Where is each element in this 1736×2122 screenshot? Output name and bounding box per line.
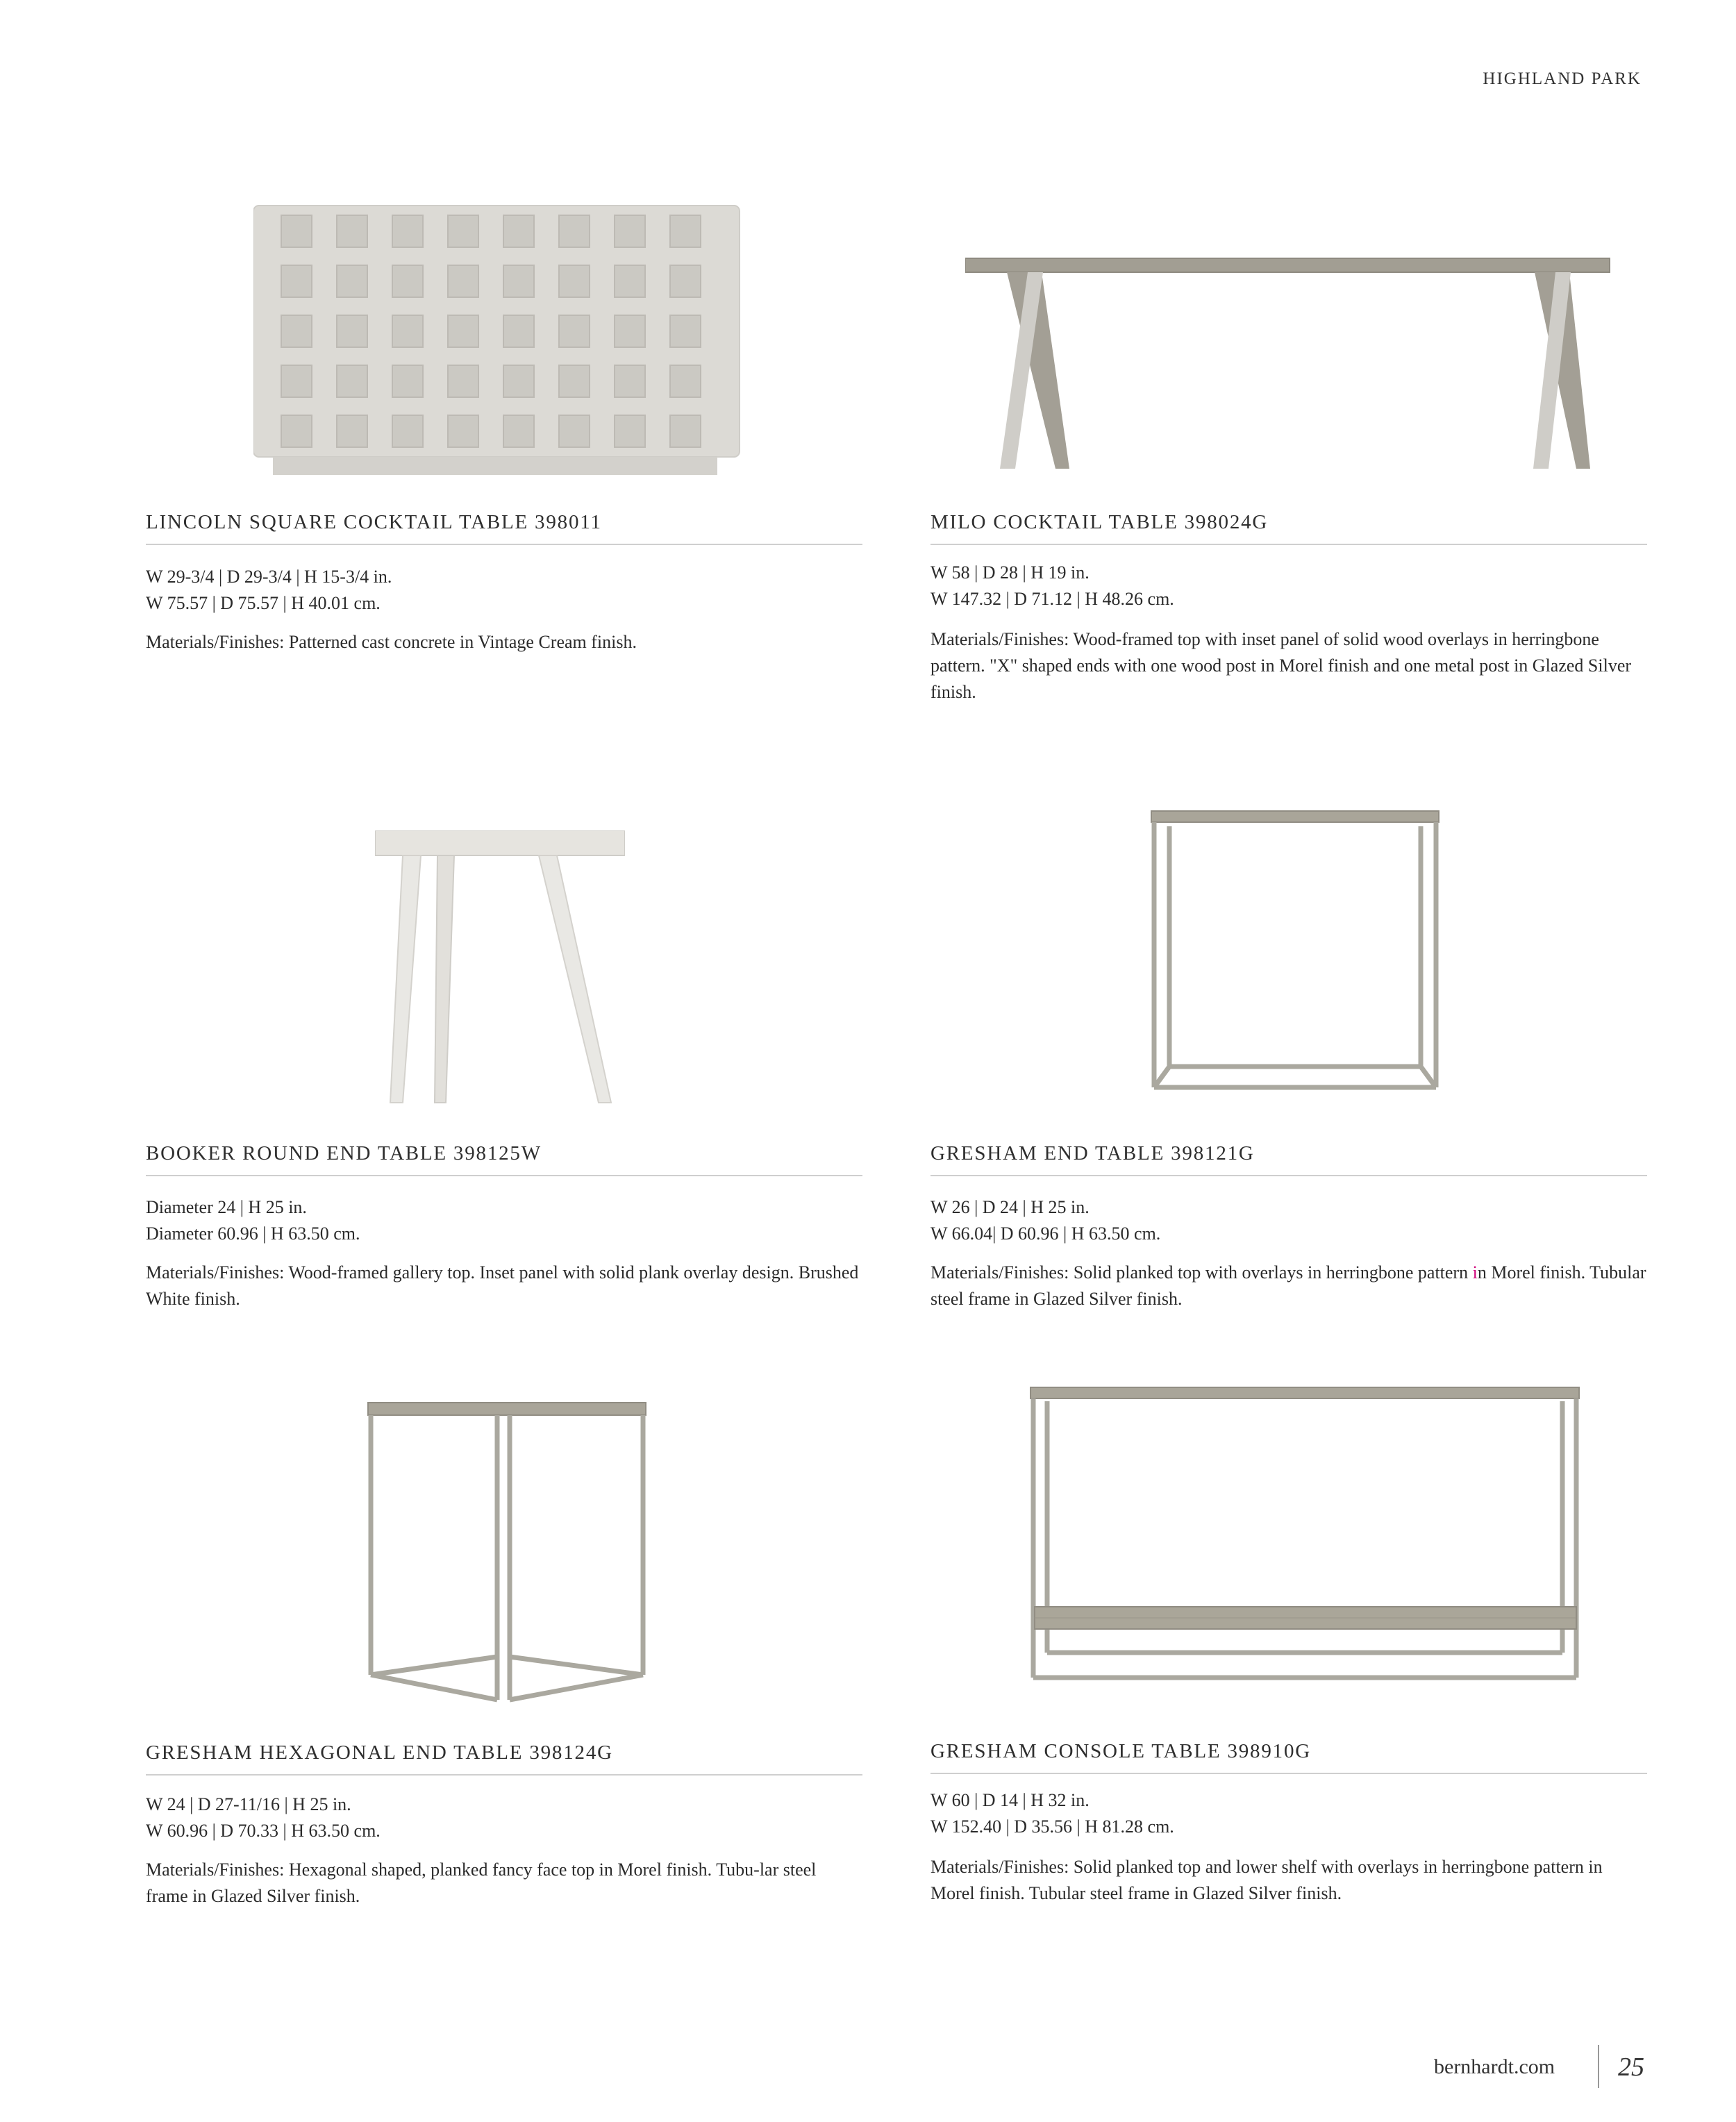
concrete-table-illustration [253,201,753,479]
product-dimensions-cm: W 66.04| D 60.96 | H 63.50 cm. [930,1223,1161,1244]
cocktail-table-illustration [965,250,1625,479]
product-image [930,1386,1647,1691]
product-dimensions-cm: W 75.57 | D 75.57 | H 40.01 cm. [146,593,381,613]
product-title: GRESHAM HEXAGONAL END TABLE 398124G [146,1741,862,1776]
product-title: LINCOLN SQUARE COCKTAIL TABLE 398011 [146,511,862,545]
product-dimensions-cm: Diameter 60.96 | H 63.50 cm. [146,1223,360,1244]
product-dimensions-inches: W 24 | D 27-11/16 | H 25 in. [146,1794,351,1814]
square-end-table-illustration [1146,808,1444,1100]
product-dimensions-cm: W 152.40 | D 35.56 | H 81.28 cm. [930,1816,1174,1837]
hexagonal-end-table-illustration [361,1400,653,1705]
product-materials: Materials/Finishes: Hexagonal shaped, planked fancy face top in Morel finish. Tubu-lar steel frame in Glazed Silver finish. [146,1860,817,1906]
product-title: MILO COCKTAIL TABLE 398024G [930,511,1647,545]
product-image [930,250,1647,479]
footer-website-link[interactable]: bernhardt.com [1434,2055,1555,2078]
footer-divider [1598,2045,1599,2088]
product-dimensions-inches: W 60 | D 14 | H 32 in. [930,1790,1090,1810]
product-materials [930,1260,1647,1312]
product-title: BOOKER ROUND END TABLE 398125W [146,1142,862,1176]
materials-text-part: n Morel finish. Tubular steel frame in Glazed Silver finish. [930,1262,1646,1309]
product-image [930,808,1647,1100]
product-image [146,201,862,479]
section-header: HIGHLAND PARK [1483,69,1642,88]
product-dimensions-inches: W 26 | D 24 | H 25 in. [930,1197,1090,1217]
product-materials: Materials/Finishes: Wood-framed gallery top. Inset panel with solid plank overlay design. Brushed White finish. [146,1262,859,1309]
product-title: GRESHAM END TABLE 398121G [930,1142,1647,1176]
console-table-illustration [1028,1386,1583,1691]
product-image [146,1400,862,1705]
product-materials: Materials/Finishes: Solid planked top and lower shelf with overlays in herringbone pattern in Morel finish. Tubular steel frame in Glazed Silver finish. [930,1857,1603,1903]
product-dimensions-cm: W 147.32 | D 71.12 | H 48.26 cm. [930,589,1174,609]
product-dimensions-inches: W 29-3/4 | D 29-3/4 | H 15-3/4 in. [146,567,392,587]
product-materials: Materials/Finishes: Patterned cast concrete in Vintage Cream finish. [146,632,637,652]
page-number: 25 [1618,2053,1644,2082]
product-image [146,830,862,1108]
round-end-table-illustration [375,830,625,1108]
product-dimensions-inches: Diameter 24 | H 25 in. [146,1197,307,1217]
product-title: GRESHAM CONSOLE TABLE 398910G [930,1740,1647,1774]
product-dimensions-cm: W 60.96 | D 70.33 | H 63.50 cm. [146,1821,381,1841]
materials-text-part: Materials/Finishes: Solid planked top with overlays in herringbone pattern [930,1262,1473,1283]
materials-highlight-letter: i [1472,1262,1478,1283]
product-dimensions-inches: W 58 | D 28 | H 19 in. [930,562,1090,583]
product-materials: Materials/Finishes: Wood-framed top with inset panel of solid wood overlays in herringbone pattern. "X" shaped ends with one wood post in Morel finish and one metal post in Glazed Silver finish. [930,629,1632,702]
